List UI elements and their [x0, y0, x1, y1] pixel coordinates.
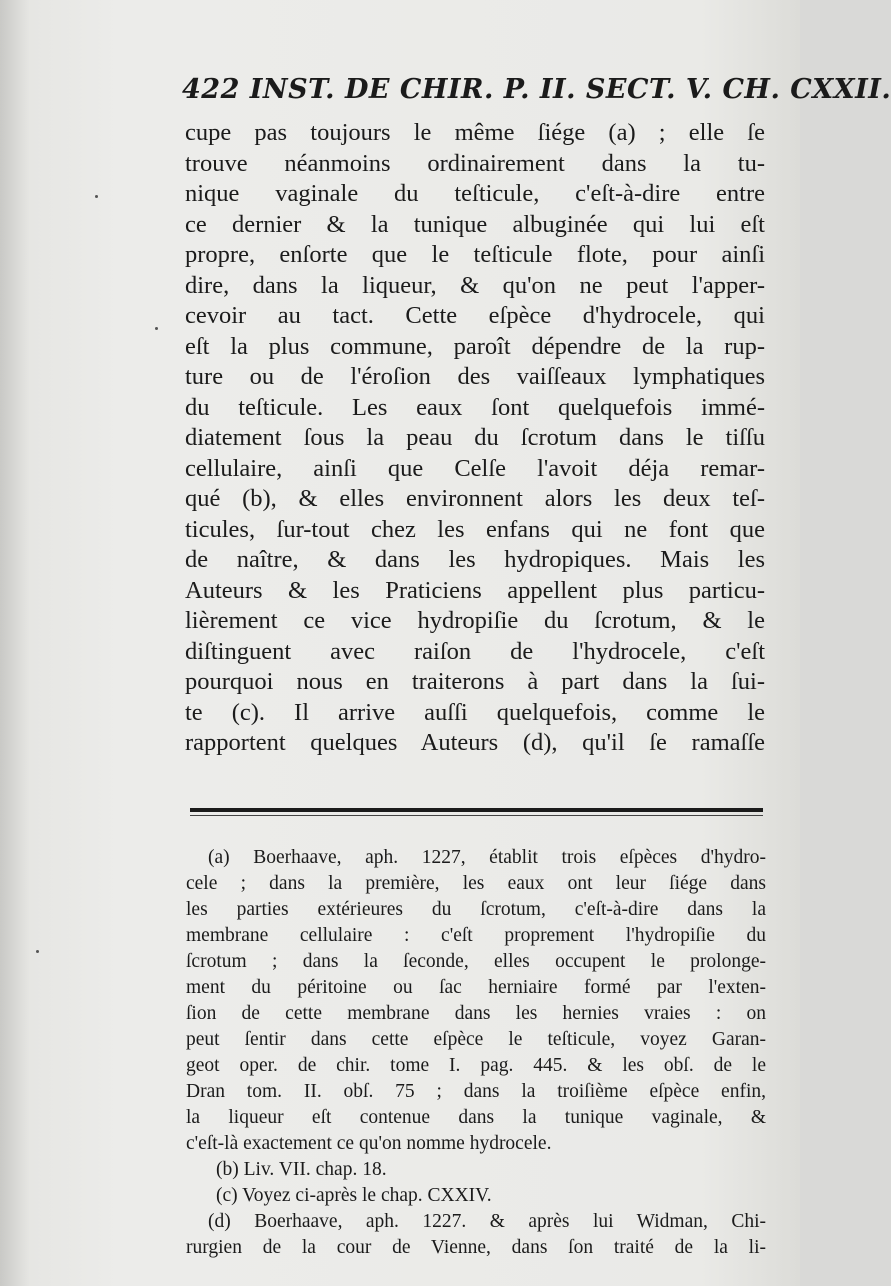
body-line: Auteurs & les Praticiens appellent plus particu- [185, 576, 765, 604]
footnote-line: ſcrotum ; dans la ſeconde, elles occupent le prolonge- [186, 951, 766, 972]
footnote-separator-thin-rule [190, 815, 763, 816]
footnote-line: Dran tom. II. obſ. 75 ; dans la troiſième eſpèce enfin, [186, 1081, 766, 1102]
body-line: eſt la plus commune, paroît dépendre de la rup- [185, 332, 765, 360]
footnote-line: ment du péritoine ou ſac herniaire formé par l'exten- [186, 977, 766, 998]
paper-speck [36, 950, 39, 953]
body-line: cupe pas toujours le même ſiége (a) ; elle ſe [185, 119, 765, 146]
body-line: qué (b), & elles environnent alors les deux teſ- [185, 485, 765, 512]
main-text [185, 118, 765, 759]
body-line: de naître, & dans les hydropiques. Mais les [185, 546, 765, 573]
body-line: nique vaginale du teſticule, c'eſt-à-dire entre [185, 180, 765, 207]
paper-speck [95, 195, 98, 198]
body-line: propre, enſorte que le teſticule flote, pour ainſi [185, 241, 765, 268]
body-line: ticules, ſur-tout chez les enfans qui ne font que [185, 515, 765, 543]
footnote-line: la liqueur eſt contenue dans la tunique vaginale, & [186, 1107, 766, 1128]
footnote-line: geot oper. de chir. tome I. pag. 445. & les obſ. de le [186, 1055, 766, 1076]
body-line: te (c). Il arrive auſſi quelquefois, comme le [185, 698, 765, 726]
body-line: pourquoi nous en traiterons à part dans la ſui- [185, 668, 765, 695]
running-head: 422 INST. DE CHIR. P. II. SECT. V. CH. CXXII. [182, 74, 891, 105]
body-line: cellulaire, ainſi que Celſe l'avoit déja remar- [185, 454, 765, 482]
footnote-line: rurgien de la cour de Vienne, dans ſon traité de la li- [186, 1237, 766, 1258]
body-line: diatement ſous la peau du ſcrotum dans le tiſſu [185, 424, 765, 451]
footnote-separator-rule [190, 808, 763, 812]
footnote-line: les parties extérieures du ſcrotum, c'eſt-à-dire dans la [186, 899, 766, 920]
footnotes [186, 845, 766, 1261]
footnote-line: ſion de cette membrane dans les hernies vraies : on [186, 1003, 766, 1024]
body-line: lièrement ce vice hydropiſie du ſcrotum, & le [185, 607, 765, 634]
body-line: du teſticule. Les eaux ſont quelquefois immé- [185, 393, 765, 421]
footnote-line: peut ſentir dans cette eſpèce le teſticule, voyez Garan- [186, 1029, 766, 1050]
footnote-line: (c) Voyez ci-après le chap. CXXIV. [216, 1185, 492, 1206]
body-line: rapportent quelques Auteurs (d), qu'il ſe ramaſſe [185, 729, 765, 756]
body-line: ce dernier & la tunique albuginée qui lui eſt [185, 210, 765, 238]
footnote-line: (d) Boerhaave, aph. 1227. & après lui Widman, Chi- [208, 1211, 766, 1232]
body-line: dire, dans la liqueur, & qu'on ne peut l'apper- [185, 271, 765, 299]
footnote-line: c'eſt-là exactement ce qu'on nomme hydrocele. [186, 1133, 552, 1154]
footnote-line: (a) Boerhaave, aph. 1227, établit trois eſpèces d'hydro- [208, 847, 766, 868]
footnote-line: cele ; dans la première, les eaux ont leur ſiége dans [186, 873, 766, 894]
footnote-line: membrane cellulaire : c'eſt proprement l'hydropiſie du [186, 925, 766, 946]
footnote-line: (b) Liv. VII. chap. 18. [216, 1159, 387, 1180]
body-line: diſtinguent avec raiſon de l'hydrocele, c'eſt [185, 637, 765, 665]
body-line: cevoir au tact. Cette eſpèce d'hydrocele, qui [185, 302, 765, 329]
body-line: trouve néanmoins ordinairement dans la tu- [185, 149, 765, 177]
paper-speck [155, 327, 158, 330]
body-line: ture ou de l'éroſion des vaiſſeaux lymphatiques [185, 363, 765, 390]
